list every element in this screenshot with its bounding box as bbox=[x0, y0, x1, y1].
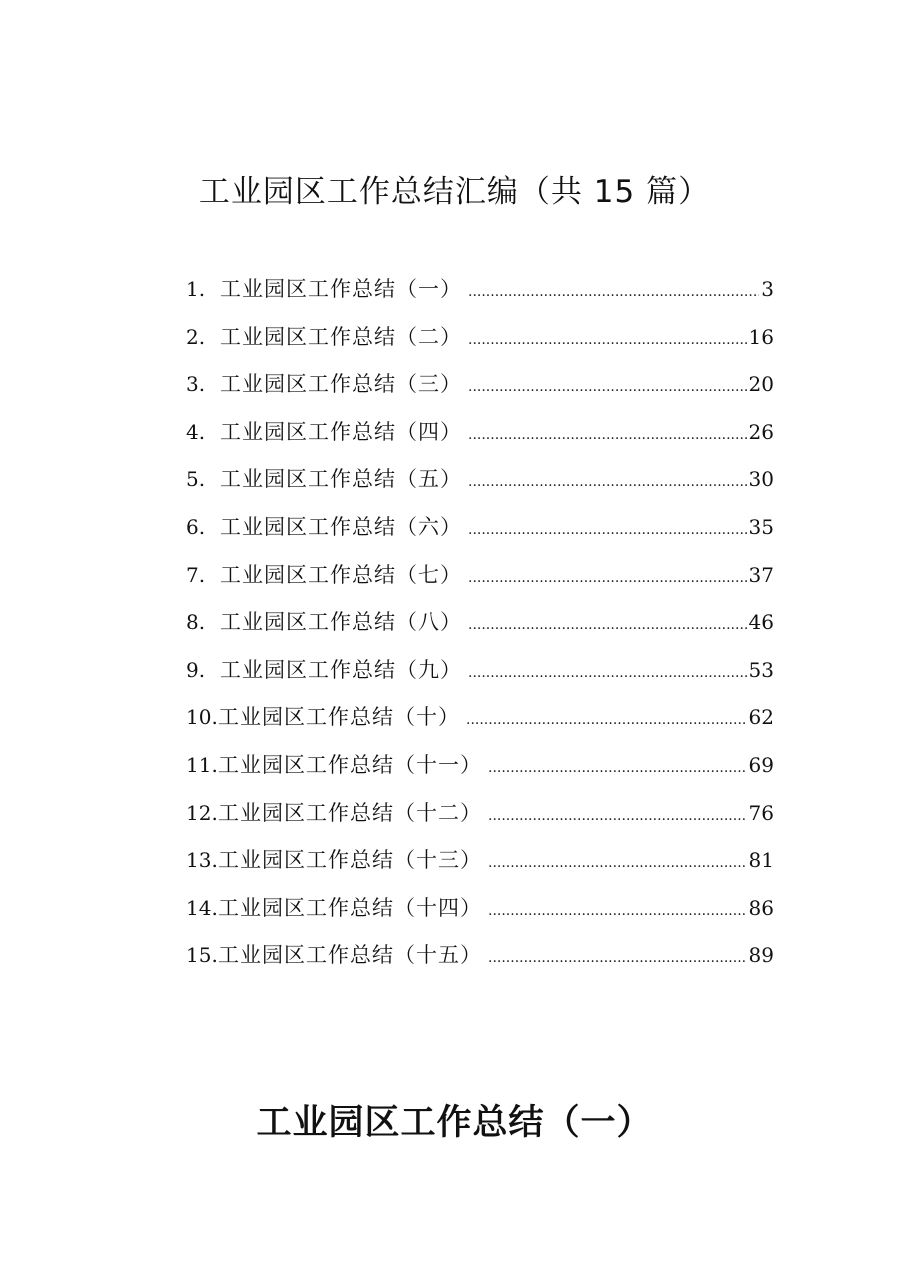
toc-entry-number: 6. bbox=[186, 514, 206, 539]
toc-entry-page-number: 69 bbox=[748, 752, 774, 777]
toc-entry-label: 工业园区工作总结（九） bbox=[220, 657, 462, 682]
toc-entry-page-number: 26 bbox=[748, 419, 774, 444]
toc-entry-page-number: 37 bbox=[748, 562, 774, 587]
document-title: 工业园区工作总结汇编（共 15 篇） bbox=[198, 174, 711, 210]
toc-entry-number: 3. bbox=[186, 372, 206, 397]
toc-entry-label: 工业园区工作总结（十一） bbox=[218, 752, 482, 777]
toc-entry-page-number: 16 bbox=[748, 324, 774, 349]
table-of-contents bbox=[186, 266, 774, 980]
toc-entry-label: 工业园区工作总结（一） bbox=[220, 277, 462, 301]
toc-entry[interactable] bbox=[186, 790, 774, 838]
toc-dot-leader bbox=[488, 840, 747, 888]
toc-entry-page-number: 46 bbox=[748, 610, 774, 635]
toc-entry[interactable] bbox=[186, 932, 774, 980]
toc-dot-leader bbox=[488, 745, 747, 793]
toc-entry-page-number: 62 bbox=[748, 705, 774, 730]
section-heading: 工业园区工作总结（一） bbox=[256, 1103, 653, 1143]
toc-dot-leader bbox=[468, 269, 759, 317]
toc-dot-leader bbox=[468, 507, 747, 555]
toc-entry-number: 4. bbox=[186, 419, 206, 444]
toc-entry-label: 工业园区工作总结（六） bbox=[220, 514, 462, 539]
toc-entry-page-number: 76 bbox=[748, 800, 774, 825]
toc-entry-page-number: 89 bbox=[748, 943, 774, 968]
toc-entry[interactable] bbox=[186, 504, 774, 552]
toc-dot-leader bbox=[468, 555, 747, 603]
toc-entry[interactable] bbox=[186, 314, 774, 362]
toc-entry-label: 工业园区工作总结（十四） bbox=[218, 895, 482, 920]
toc-entry[interactable] bbox=[186, 266, 774, 314]
toc-entry-number: 2. bbox=[186, 324, 206, 349]
toc-entry-number: 14. bbox=[186, 895, 218, 920]
toc-dot-leader bbox=[488, 935, 747, 983]
toc-entry-label: 工业园区工作总结（十二） bbox=[218, 800, 482, 825]
toc-entry[interactable] bbox=[186, 361, 774, 409]
toc-entry-number: 1. bbox=[186, 277, 206, 301]
toc-entry-number: 9. bbox=[186, 657, 206, 682]
toc-entry-label: 工业园区工作总结（三） bbox=[220, 372, 462, 397]
toc-entry[interactable] bbox=[186, 647, 774, 695]
toc-entry-page-number: 86 bbox=[748, 895, 774, 920]
toc-dot-leader bbox=[468, 412, 747, 460]
toc-entry-number: 5. bbox=[186, 467, 206, 492]
toc-entry-page-number: 35 bbox=[748, 514, 774, 539]
toc-entry[interactable] bbox=[186, 552, 774, 600]
toc-entry-number: 10. bbox=[186, 705, 218, 730]
toc-entry-label: 工业园区工作总结（五） bbox=[220, 467, 462, 492]
toc-entry-page-number: 20 bbox=[748, 372, 774, 397]
toc-entry-page-number: 81 bbox=[748, 848, 774, 873]
toc-entry[interactable] bbox=[186, 409, 774, 457]
toc-entry-label: 工业园区工作总结（十三） bbox=[218, 848, 482, 873]
toc-entry-label: 工业园区工作总结（四） bbox=[220, 419, 462, 444]
toc-entry-label: 工业园区工作总结（八） bbox=[220, 610, 462, 635]
toc-entry-label: 工业园区工作总结（十） bbox=[218, 705, 460, 730]
toc-entry[interactable] bbox=[186, 837, 774, 885]
toc-dot-leader bbox=[468, 650, 747, 698]
toc-dot-leader bbox=[468, 364, 747, 412]
toc-dot-leader bbox=[468, 317, 747, 365]
toc-entry-number: 7. bbox=[186, 562, 206, 587]
toc-entry-label: 工业园区工作总结（十五） bbox=[218, 943, 482, 968]
toc-entry[interactable] bbox=[186, 599, 774, 647]
toc-entry[interactable] bbox=[186, 694, 774, 742]
toc-entry[interactable] bbox=[186, 742, 774, 790]
toc-entry-number: 11. bbox=[186, 752, 218, 777]
toc-dot-leader bbox=[466, 697, 747, 745]
toc-dot-leader bbox=[468, 459, 747, 507]
toc-dot-leader bbox=[488, 888, 747, 936]
toc-entry-number: 13. bbox=[186, 848, 218, 873]
toc-entry-number: 15. bbox=[186, 943, 218, 968]
toc-entry[interactable] bbox=[186, 456, 774, 504]
toc-entry[interactable] bbox=[186, 885, 774, 933]
toc-dot-leader bbox=[468, 602, 747, 650]
toc-entry-page-number: 3 bbox=[761, 277, 774, 301]
toc-entry-label: 工业园区工作总结（二） bbox=[220, 324, 462, 349]
toc-entry-page-number: 30 bbox=[748, 467, 774, 492]
toc-entry-number: 12. bbox=[186, 800, 218, 825]
toc-dot-leader bbox=[488, 793, 747, 841]
toc-entry-page-number: 53 bbox=[748, 657, 774, 682]
toc-entry-number: 8. bbox=[186, 610, 206, 635]
toc-entry-label: 工业园区工作总结（七） bbox=[220, 562, 462, 587]
